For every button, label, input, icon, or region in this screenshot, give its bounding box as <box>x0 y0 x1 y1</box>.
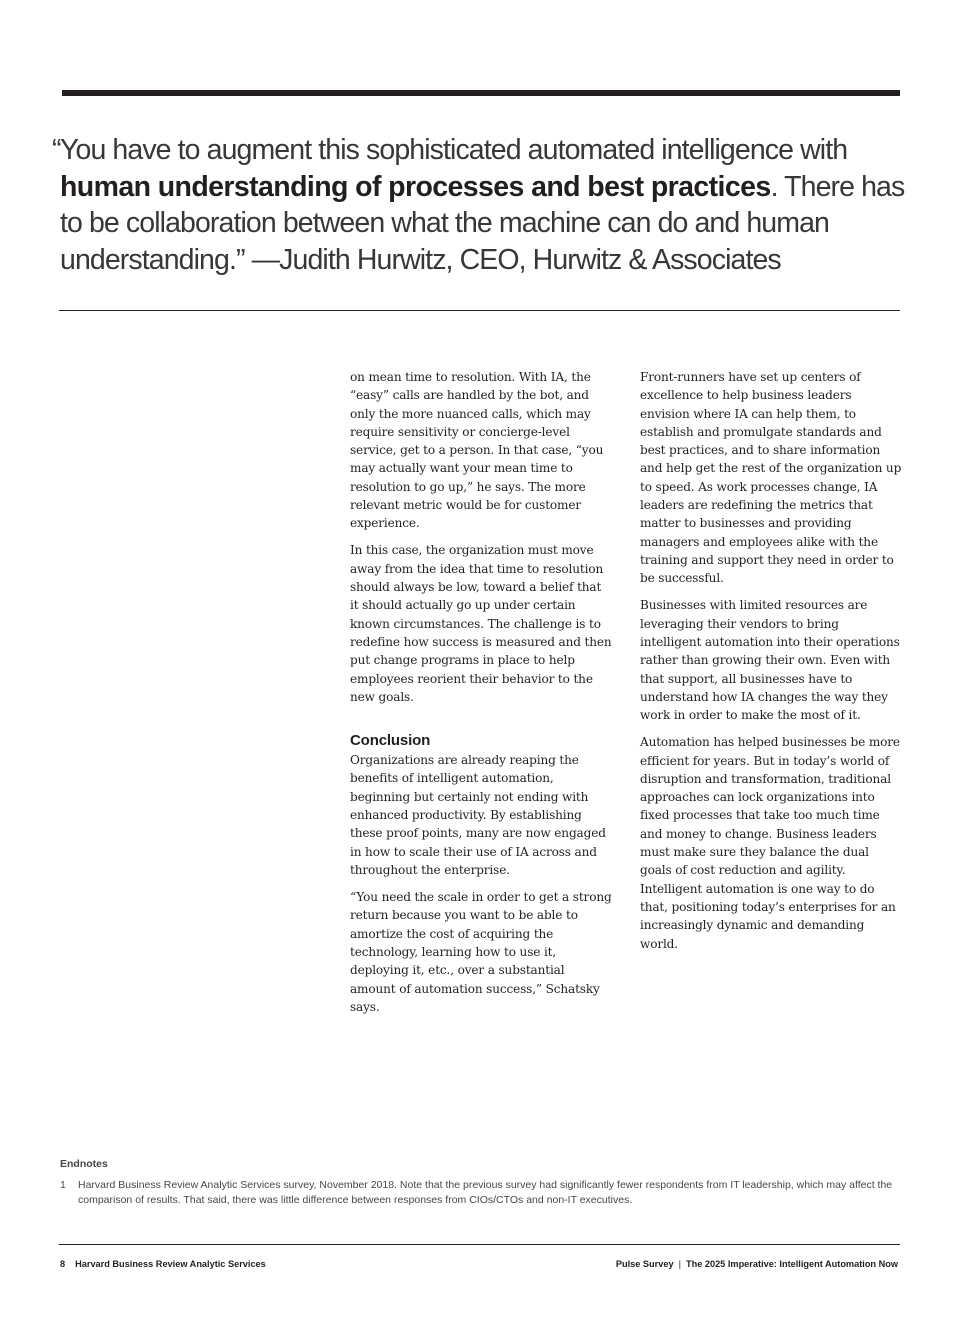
body-paragraph: In this case, the organization must move away from the idea that time to resolution should always be low, toward a belief that it should actually go up under certain known circumstances. The challenge is to redefine how success is measured and then put change programs in place to help employees reorient their behavior to the new goals. <box>350 543 612 704</box>
body-paragraph: Automation has helped businesses be more efficient for years. But in today’s world of disruption and transformation, traditional approaches can lock organizations into fixed processes that take too much time and money to change. Business leaders must make sure they balance the dual goals of cost reduction and agility. Intelligent automation is one way to do that, positioning today’s enterprises for an increasingly dynamic and demanding world. <box>640 735 900 951</box>
left-column <box>350 368 612 1025</box>
footer-right <box>616 1259 898 1269</box>
body-paragraph: Organizations are already reaping the benefits of intelligent automation, beginning but certainly not ending with enhanced productivity. By establishing these proof points, many are now engaged in how to scale their use of IA across and throughout the enterprise. <box>350 753 606 877</box>
top-rule-bar <box>62 90 900 96</box>
body-paragraph: Front-runners have set up centers of excellence to help business leaders envision where IA can help them, to establish and promulgate standards and best practices, and to share information and help get the rest of the organization up to speed. As work processes change, IA leaders are redefining the metrics that matter to businesses and providing managers and employees alike with the training and support they need in order to be successful. <box>640 370 902 586</box>
body-paragraph: Businesses with limited resources are leveraging their vendors to bring intelligent automation into their operations rather than growing their own. Even with that support, all businesses have to understand how IA changes the way they work in order to make the most of it. <box>640 598 900 723</box>
pull-quote-open-mark: “ <box>52 134 61 166</box>
right-column <box>640 368 902 962</box>
footer-separator: | <box>678 1259 681 1269</box>
conclusion-heading: Conclusion <box>350 732 431 750</box>
pull-quote-bold-text: human understanding of processes and best practices <box>60 170 771 203</box>
endnote-text: Harvard Business Review Analytic Services survey, November 2018. Note that the previous survey had significantly fewer respondents from IT leadership, which may affect the comparison of results. That said, there was little difference between responses from CIOs/CTOs and non-IT executives. <box>78 1179 893 1206</box>
endnotes-section <box>60 1158 900 1208</box>
footer-report-title: The 2025 Imperative: Intelligent Automation Now <box>685 1259 898 1269</box>
footer-series: Pulse Survey <box>615 1259 674 1269</box>
endnote-item <box>60 1178 900 1208</box>
quote-divider <box>59 310 900 311</box>
endnotes-title: Endnotes <box>60 1158 108 1170</box>
pull-quote <box>52 132 910 278</box>
pull-quote-text-part2: . There has to be collaboration between what the machine can do and human understanding.” —Judith Hurwitz, CEO, Hurwitz & Associates <box>60 170 905 276</box>
body-paragraph: on mean time to resolution. With IA, the “easy” calls are handled by the bot, and only the more nuanced calls, which may require sensitivity or concierge-level service, get to a person. In that case, “you may actually want your mean time to resolution to go up,” he says. The more relevant metric would be for customer experience. <box>350 370 604 531</box>
body-paragraph: “You need the scale in order to get a strong return because you want to be able to amortize the cost of acquiring the technology, learning how to use it, deploying it, etc., over a substantial amount of automation success,” Schatsky says. <box>350 890 612 1014</box>
footer-divider <box>59 1244 900 1245</box>
pull-quote-text-part1: You have to augment this sophisticated automated intelligence with <box>60 134 848 166</box>
endnote-number: 1 <box>60 1179 66 1191</box>
footer-left <box>60 1259 266 1269</box>
footer-publisher: Harvard Business Review Analytic Services <box>75 1259 266 1269</box>
page-number: 8 <box>60 1259 66 1269</box>
